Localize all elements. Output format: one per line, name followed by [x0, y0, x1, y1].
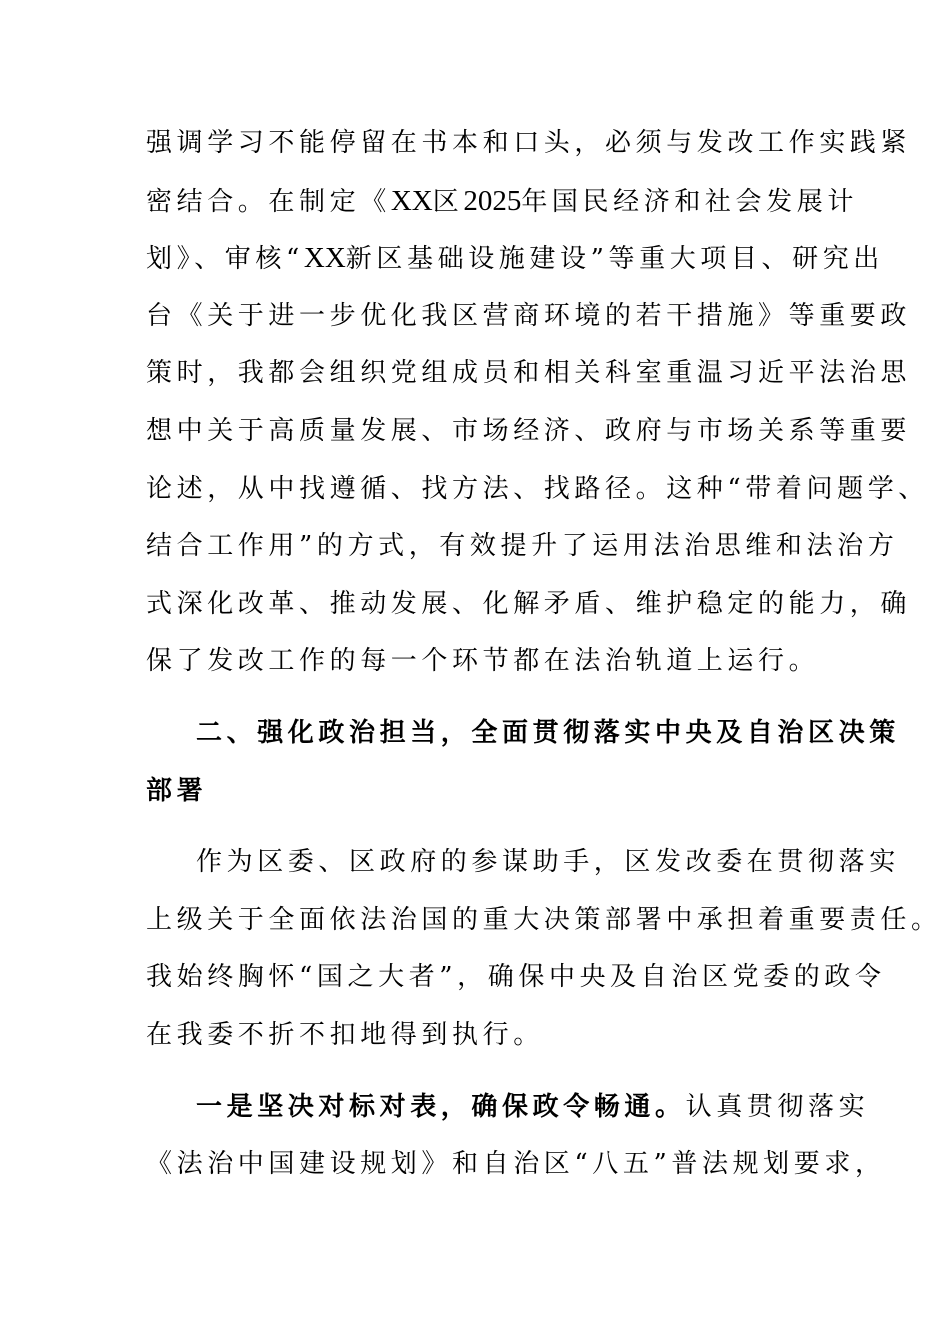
document-page [146, 121, 942, 1200]
text-line: 式深化改革、推动发展、化解矛盾、维护稳定的能力，确 [146, 588, 912, 619]
text-line: 论述，从中找遵循、找方法、找路径。这种“带着问题学、 [146, 473, 929, 504]
paragraph-gap [146, 1071, 806, 1085]
text-segment: 认真贯彻落实 [685, 1091, 870, 1122]
text-line [146, 179, 858, 237]
text-line: 上级关于全面依法治国的重大决策部署中承担着重要责任。 [146, 904, 942, 935]
text-line: 台《关于进一步优化我区营商环境的若干措施》等重要政 [146, 300, 912, 331]
text-segment: 密结合。在制定《 [146, 186, 391, 217]
text-line: 强调学习不能停留在书本和口头，必须与发改工作实践紧 [146, 128, 912, 158]
paragraph-gap [146, 826, 806, 840]
text-segment: 区 [432, 186, 464, 217]
text-segment: 划》、审核“ [146, 244, 304, 275]
heading-line: 部署 [146, 775, 208, 806]
heading-line: 二、强化政治担当，全面贯彻落实中央及自治区决策 [196, 717, 900, 748]
section-heading-two [146, 711, 900, 826]
text-line: 结合工作用”的方式，有效提升了运用法治思维和法治方 [146, 531, 899, 562]
text-line: 保了发改工作的每一个环节都在法治轨道上运行。 [146, 646, 820, 677]
lead-phrase: 一是坚决对标对表，确保政令畅通。 [196, 1091, 686, 1122]
paragraph-role [146, 840, 942, 1070]
text-line [146, 1085, 870, 1143]
paragraph-study-practice [146, 121, 929, 697]
paragraph-point-one [146, 1085, 886, 1200]
text-line: 在我委不折不扣地得到执行。 [146, 1019, 544, 1050]
text-segment: 新区基础设施建设”等重大项目、研究出 [345, 244, 884, 275]
text-line: 我始终胸怀“国之大者”，确保中央及自治区党委的政令 [146, 962, 886, 993]
text-line: 策时，我都会组织党组成员和相关科室重温习近平法治思 [146, 358, 912, 389]
text-line: 作为区委、区政府的参谋助手，区发改委在贯彻落实 [196, 847, 900, 878]
text-line: 想中关于高质量发展、市场经济、政府与市场关系等重要 [146, 415, 912, 446]
text-segment: XX [303, 242, 346, 275]
paragraph-gap [146, 697, 806, 711]
text-segment: XX [390, 184, 433, 217]
text-line [146, 236, 884, 294]
text-segment: 2025 [463, 184, 522, 217]
text-line: 《法治中国建设规划》和自治区“八五”普法规划要求， [146, 1149, 886, 1180]
text-segment: 年国民经济和社会发展计 [521, 186, 858, 217]
